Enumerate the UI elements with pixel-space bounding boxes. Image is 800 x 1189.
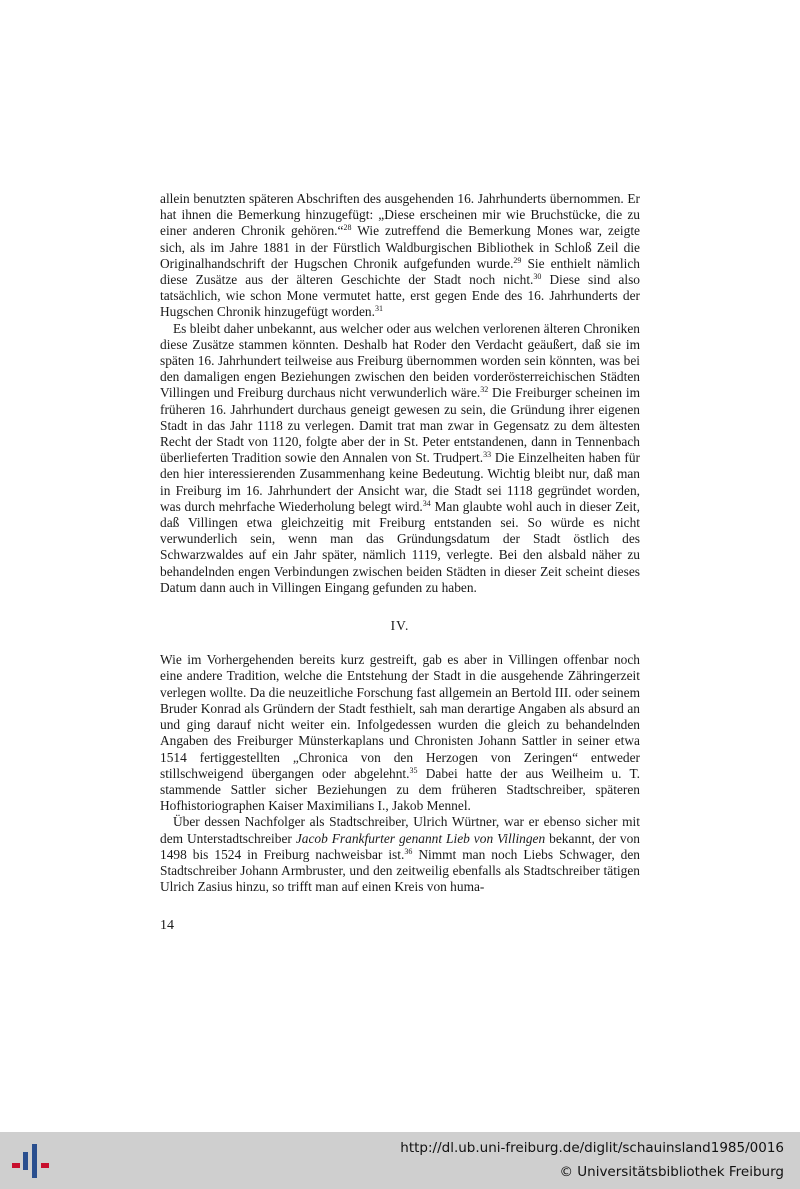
- text-run: Dabei hatte der aus Weilheim u. T. stammende Sattler sicher Beziehungen zu dem früheren Stadtschreiber, späteren Hofhistoriographen Kaiser Maximilians I., Jakob Mennel.: [160, 765, 640, 814]
- text-run: Diese sind also tatsächlich, wie schon Mone vermutet hatte, erst gegen Ende des 16. Jahrhunderts der Hugschen Chronik hinzugefügt worden.: [160, 272, 640, 320]
- paragraph: [160, 321, 640, 596]
- footer-bar: [0, 1132, 800, 1189]
- text-run: Die Einzelheiten haben für den hier interessierenden Zusammenhang keine Bedeutung. Wichtig bleibt nur, daß man in Freiburg im 16. Jahrhundert der Ansicht war, die Stadt sei 1118 gegründet worden, was durch mehrfache Wiederholung belegt wird.: [160, 450, 641, 514]
- text-column: [160, 191, 640, 895]
- paragraph: [160, 191, 640, 321]
- paragraph: [160, 652, 640, 814]
- footnote-marker: 29: [513, 255, 522, 265]
- text-run: Die Freiburger scheinen im früheren 16. Jahrhundert durchaus geneigt gewesen zu sein, die Gründung ihrer eigenen Stadt in das Jahr 1118 zu verlegen. Damit trat man zwar in Gegensatz zu dem ältesten Recht der Stadt von 1120, folgte aber der in St. Peter entstandenen, dann in Tennenbach überlieferten Tradition sowie den Annalen von St. Trudpert.: [160, 385, 640, 466]
- text-run: bekannt, der von 1498 bis 1524 in Freiburg nachweisbar ist.: [160, 830, 640, 862]
- text-run: Wie zutreffend die Bemerkung Mones war, zeigte sich, als im Jahre 1881 in der Fürstlich Waldburgischen Bibliothek in Schloß Zeil die Originalhandschrift der Hugschen Chronik aufgefunden wurde.: [160, 223, 640, 271]
- text-run: Nimmt man noch Liebs Schwager, den Stadtschreiber Johann Armbruster, und den zeitweilig ebenfalls als Stadtschreiber tätigen Ulrich Zasius hinzu, so trifft man auf einen Kreis von huma-: [160, 846, 640, 895]
- page-number: 14: [160, 918, 174, 933]
- paragraph-block-2: [160, 652, 640, 895]
- footer-copyright: © Universitätsbibliothek Freiburg: [559, 1164, 784, 1180]
- text-run: Man glaubte wohl auch in dieser Zeit, daß Villingen etwa gleichzeitig mit Freiburg entstanden sei. So würde es nicht verwunderlich sein, wenn man das Gründungsdatum der Stadt östlich des Schwarzwaldes auf ein Jahr später, nämlich 1119, verlegte. Bei den alsbald näher zu behandelnden engen Verbindungen zwischen beiden Städten in dieser Zeit scheint dieses Datum dann auch in Villingen Eingang gefunden zu haben.: [160, 498, 640, 595]
- section-heading: IV.: [390, 618, 410, 634]
- footnote-marker: 36: [404, 846, 413, 856]
- italic-name: Jacob Frankfurter genannt Lieb von Villingen: [295, 830, 546, 846]
- text-run: Sie enthielt nämlich diese Zusätze aus der älteren Geschichte der Stadt noch nicht.: [160, 255, 640, 288]
- paragraph-block-1: [160, 191, 640, 596]
- footnote-marker: 35: [409, 765, 418, 775]
- footer-url-link[interactable]: http://dl.ub.uni-freiburg.de/diglit/schauinsland1985/0016: [400, 1140, 784, 1156]
- text-run: Es bleibt daher unbekannt, aus welcher oder aus welchen verlorenen älteren Chroniken diese Zusätze stammen könnten. Deshalb hat Roder den Verdacht geäußert, daß sie im späten 16. Jahrhundert teilweise aus Freiburg übernommen worden sein könnten, was bei den damaligen engen Beziehungen zwischen den beiden vorderösterreichischen Städten Villingen und Freiburg durchaus nicht verwunderlich wäre.: [160, 320, 640, 401]
- footnote-marker: 30: [533, 272, 542, 282]
- footnote-marker: 33: [483, 450, 492, 460]
- footnote-marker: 32: [480, 385, 489, 395]
- text-run: Über dessen Nachfolger als Stadtschreiber, Ulrich Würtner, war er ebenso sicher mit dem Unterstadtschreiber: [160, 814, 640, 846]
- paragraph: [160, 814, 640, 895]
- footnote-marker: 28: [343, 223, 352, 233]
- ub-freiburg-logo-icon: [10, 1142, 52, 1180]
- text-run: Wie im Vorhergehenden bereits kurz gestreift, gab es aber in Villingen offenbar noch eine andere Tradition, welche die Entstehung der Stadt in die ausgehende Zähringerzeit verlegen wollte. Da die neuzeitliche Forschung fast allgemein an Bertold III. oder seinem Bruder Konrad als Gründern der Stadt festhielt, sah man derartige Angaben als absurd an und ging darauf nicht weiter ein. Infolgedessen wurden die gleich zu behandelnden Angaben des Freiburger Münsterkaplans und Chronisten Johann Sattler in seiner etwa 1514 fertiggestellten „Chronica von den Herzogen von Zeringen“ entweder stillschweigend übergangen oder abgelehnt.: [160, 652, 640, 781]
- footnote-marker: 34: [422, 498, 431, 508]
- text-run: allein benutzten späteren Abschriften des ausgehenden 16. Jahrhunderts übernommen. Er hat ihnen die Bemerkung hinzugefügt: „Diese erscheinen mir wie Bruchstücke, die zu einer anderen Chronik gehören.“: [160, 191, 640, 239]
- footnote-marker: 31: [374, 304, 383, 314]
